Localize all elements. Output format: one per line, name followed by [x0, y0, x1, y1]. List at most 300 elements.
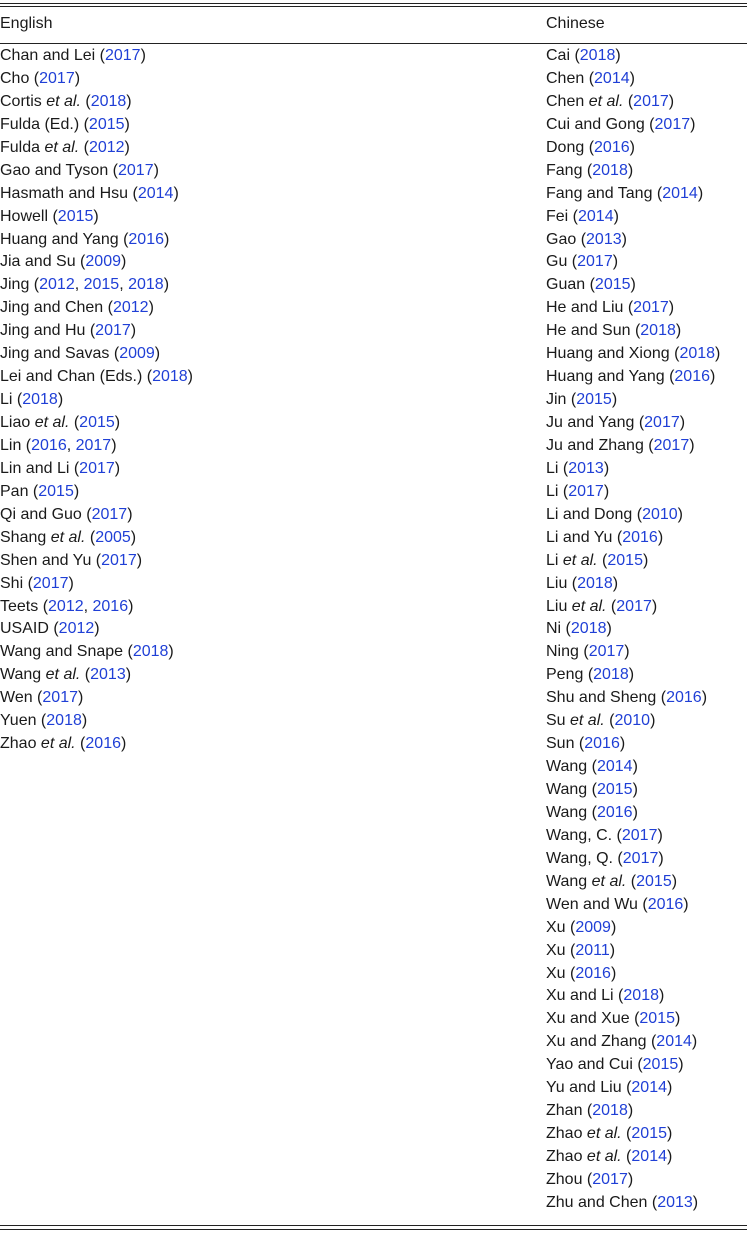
author-text: )	[126, 92, 132, 110]
author-text: )	[610, 964, 617, 982]
author-text: Shu and Sheng (	[546, 689, 667, 707]
reference-row	[0, 297, 193, 320]
author-text: ,	[74, 276, 84, 294]
reference-row	[546, 504, 720, 527]
citation-year-link[interactable]: 2018	[640, 322, 676, 340]
author-text: Shen and Yu (	[0, 551, 102, 569]
citation-year-link[interactable]: 2018	[679, 345, 716, 363]
citation-year-link[interactable]: 2018	[46, 712, 82, 730]
citation-year-link[interactable]: 2017	[633, 299, 669, 317]
header-rule	[0, 43, 747, 44]
author-text: )	[632, 781, 638, 798]
author-text: Cui and Gong (	[546, 115, 655, 133]
author-text: Xu (	[546, 964, 576, 982]
author-text: Xu and Zhang (	[546, 1033, 657, 1051]
citation-year-link[interactable]: 2018	[592, 161, 628, 179]
author-text: )	[666, 1148, 673, 1165]
citation-year-link[interactable]: 2011	[575, 941, 610, 959]
citation-year-link[interactable]: 2016	[666, 689, 702, 707]
author-text: (	[79, 138, 89, 156]
author-text: )	[136, 551, 143, 569]
citation-year-link[interactable]: 2017	[654, 115, 691, 133]
author-text: Guan (	[546, 276, 595, 294]
citation-year-link[interactable]: 2017	[568, 482, 604, 500]
author-text: )	[678, 1056, 684, 1074]
citation-year-link[interactable]: 2017	[622, 849, 659, 867]
citation-year-link[interactable]: 2017	[79, 459, 115, 477]
reference-row	[546, 458, 720, 481]
author-text: )	[683, 895, 689, 913]
author-text: )	[658, 849, 664, 867]
author-text: Yu and Liu (	[546, 1079, 632, 1097]
citation-year-link[interactable]: 2015	[594, 276, 631, 294]
citation-year-link[interactable]: 2013	[586, 230, 622, 248]
et-al-text: et al.	[34, 414, 70, 431]
citation-year-link[interactable]: 2015	[607, 551, 643, 569]
et-al-text: et al.	[571, 597, 607, 615]
author-text: )	[154, 345, 161, 363]
citation-year-link[interactable]: 2016	[647, 895, 684, 913]
author-text: Howell (	[0, 207, 58, 225]
reference-row	[546, 985, 720, 1008]
author-text: Xu and Li (	[546, 987, 624, 1005]
reference-row	[0, 550, 193, 573]
reference-row	[546, 229, 720, 252]
author-text: Jing and Chen (	[0, 299, 113, 317]
reference-row	[0, 412, 193, 435]
reference-row	[0, 596, 193, 619]
et-al-text: et al.	[588, 92, 624, 110]
author-text: Zhou (	[546, 1170, 593, 1188]
reference-row	[0, 206, 193, 229]
reference-row	[546, 114, 720, 137]
citation-year-link[interactable]: 2017	[95, 322, 131, 340]
citation-year-link[interactable]: 2016	[596, 803, 633, 821]
author-text: Wang, Q. (	[546, 849, 623, 867]
citation-year-link[interactable]: 2016	[594, 138, 630, 156]
citation-year-link[interactable]: 2017	[39, 69, 75, 87]
reference-row	[0, 481, 193, 504]
citation-year-link[interactable]: 2010	[614, 712, 651, 730]
reference-row	[0, 618, 193, 641]
citation-year-link[interactable]: 2018	[623, 987, 659, 1005]
citation-year-link[interactable]: 2018	[152, 368, 188, 386]
citation-year-link[interactable]: 2014	[631, 1079, 667, 1097]
citation-year-link[interactable]: 2015	[596, 781, 633, 798]
citation-year-link[interactable]: 2012	[88, 138, 125, 156]
citation-year-link[interactable]: 2017	[577, 253, 613, 271]
author-text: )	[612, 253, 619, 271]
author-text: Xu and Xue (	[546, 1010, 640, 1028]
citation-year-link[interactable]: 2017	[42, 689, 78, 707]
citation-year-link[interactable]: 2017	[592, 1170, 628, 1188]
author-text: Li and Dong (	[546, 505, 643, 523]
author-text: )	[675, 322, 682, 340]
author-text: )	[57, 391, 64, 409]
author-text: Liu	[546, 597, 572, 615]
reference-row	[546, 848, 720, 871]
author-text: )	[68, 574, 74, 592]
author-text: )	[610, 918, 617, 936]
reference-row	[0, 573, 193, 596]
author-text: Wang	[0, 666, 46, 684]
author-text: Xu (	[546, 941, 576, 959]
author-text: Fang (	[546, 161, 593, 179]
citation-year-link[interactable]: 2013	[568, 459, 604, 477]
reference-row	[0, 733, 193, 756]
author-text: Yao and Cui (	[546, 1056, 643, 1074]
citation-year-link[interactable]: 2017	[588, 643, 625, 661]
author-text: Fulda	[0, 138, 45, 156]
reference-row	[546, 710, 720, 733]
author-text: Wang, C. (	[546, 826, 622, 844]
author-text: )	[668, 92, 675, 110]
reference-row	[546, 412, 720, 435]
author-text: Wang	[546, 872, 592, 890]
author-text: Chen	[546, 92, 589, 110]
author-text: )	[94, 620, 100, 638]
citation-year-link[interactable]: 2017	[32, 574, 69, 592]
citation-year-link[interactable]: 2015	[83, 276, 120, 294]
author-text: USAID (	[0, 620, 59, 638]
author-text: Pan (	[0, 482, 39, 500]
citation-year-link[interactable]: 2017	[101, 551, 137, 569]
reference-row	[0, 527, 193, 550]
author-text: Li (	[546, 459, 569, 477]
citation-year-link[interactable]: 2017	[118, 161, 154, 179]
author-text: Jia and Su (	[0, 253, 86, 271]
citation-year-link[interactable]: 2018	[577, 574, 613, 592]
author-text: Fei (	[546, 207, 578, 225]
author-text: )	[125, 666, 132, 684]
author-text: )	[140, 47, 146, 64]
author-text: Gao (	[546, 230, 587, 248]
citation-year-link[interactable]: 2015	[88, 115, 125, 133]
reference-row	[546, 733, 720, 756]
reference-row	[546, 91, 720, 114]
author-text: )	[650, 712, 656, 730]
author-text: (	[626, 872, 637, 890]
reference-row	[0, 389, 193, 412]
author-text: He and Liu (	[546, 299, 634, 317]
reference-row	[0, 229, 193, 252]
reference-row	[546, 1077, 720, 1100]
author-text: Peng (	[546, 666, 594, 684]
author-text: )	[606, 620, 612, 638]
author-text: He and Sun (	[546, 322, 641, 340]
author-text: Zhao	[0, 735, 41, 753]
author-text: )	[124, 115, 130, 133]
author-text: Wen (	[0, 689, 43, 707]
bottom-rule-outer	[0, 1229, 747, 1230]
citation-year-link[interactable]: 2018	[592, 1102, 628, 1120]
author-text: Qi and Guo (	[0, 505, 92, 523]
citation-year-link[interactable]: 2018	[90, 92, 127, 110]
reference-row	[0, 504, 193, 527]
reference-row	[546, 160, 720, 183]
reference-row	[546, 917, 720, 940]
author-text: Wang (	[546, 781, 597, 798]
citation-year-link[interactable]: 2005	[95, 528, 131, 546]
author-text: (	[623, 92, 634, 110]
reference-row	[546, 963, 720, 986]
reference-row	[546, 1146, 720, 1169]
citation-year-link[interactable]: 2015	[642, 1056, 679, 1074]
author-text: (	[85, 528, 96, 546]
author-text: ,	[119, 276, 129, 294]
author-text: Ju and Yang (	[546, 414, 645, 431]
top-rule-inner	[0, 6, 747, 7]
author-text: )	[93, 207, 99, 225]
citation-year-link[interactable]: 2015	[57, 207, 94, 225]
author-text: Zhao	[546, 1148, 587, 1165]
author-text: )	[627, 161, 634, 179]
author-text: Jing (	[0, 276, 40, 294]
author-text: )	[74, 69, 81, 87]
author-text: )	[111, 436, 117, 454]
author-text: )	[689, 436, 695, 454]
reference-row	[546, 1169, 720, 1192]
citation-year-link[interactable]: 2018	[128, 276, 164, 294]
author-text: )	[701, 689, 708, 707]
author-text: (	[80, 666, 91, 684]
citation-year-link[interactable]: 2016	[674, 368, 710, 386]
citation-year-link[interactable]: 2016	[85, 735, 121, 753]
citation-year-link[interactable]: 2018	[132, 643, 169, 661]
reference-row	[0, 320, 193, 343]
citation-year-link[interactable]: 2014	[662, 184, 698, 202]
citation-year-link[interactable]: 2018	[570, 620, 607, 638]
reference-row	[546, 894, 720, 917]
citation-year-link[interactable]: 2018	[579, 47, 616, 64]
chinese-reference-list	[546, 45, 720, 1215]
reference-row	[0, 710, 193, 733]
et-al-text: et al.	[45, 666, 81, 684]
reference-row	[546, 1100, 720, 1123]
author-text: )	[677, 505, 683, 523]
citation-year-link[interactable]: 2016	[622, 528, 658, 546]
author-text: )	[77, 689, 84, 707]
citation-year-link[interactable]: 2012	[112, 299, 149, 317]
author-text: )	[603, 459, 610, 477]
citation-year-link[interactable]: 2016	[128, 230, 164, 248]
citation-year-link[interactable]: 2014	[578, 207, 614, 225]
reference-row	[546, 573, 720, 596]
author-text: )	[120, 253, 127, 271]
author-text: )	[130, 322, 137, 340]
author-text: )	[613, 207, 619, 225]
reference-row	[546, 940, 720, 963]
citation-year-link[interactable]: 2009	[119, 345, 155, 363]
author-text: Sun (	[546, 735, 585, 753]
citation-year-link[interactable]: 2016	[31, 436, 67, 454]
citation-year-link[interactable]: 2015	[631, 1125, 667, 1143]
reference-row	[546, 1031, 720, 1054]
author-text: ,	[83, 597, 93, 615]
citation-year-link[interactable]: 2017	[75, 436, 112, 454]
reference-row	[546, 366, 720, 389]
citation-year-link[interactable]: 2014	[656, 1033, 692, 1051]
author-text: )	[657, 528, 664, 546]
reference-row	[546, 1123, 720, 1146]
author-text: )	[114, 459, 121, 477]
citation-year-link[interactable]: 2010	[642, 505, 678, 523]
author-text: Shang	[0, 528, 51, 546]
author-text: )	[73, 482, 80, 500]
reference-row	[0, 458, 193, 481]
author-text: )	[148, 299, 154, 317]
reference-row	[0, 687, 193, 710]
citation-year-link[interactable]: 2013	[657, 1193, 693, 1211]
reference-row	[0, 274, 193, 297]
author-text: )	[603, 482, 610, 500]
author-text: Jing and Savas (	[0, 345, 120, 363]
reference-row	[546, 825, 720, 848]
author-text: )	[124, 138, 130, 156]
reference-row	[546, 527, 720, 550]
reference-row	[0, 251, 193, 274]
reference-row	[0, 45, 193, 68]
author-text: )	[611, 391, 618, 409]
reference-row	[546, 779, 720, 802]
citation-year-link[interactable]: 2017	[621, 826, 658, 844]
citation-year-link[interactable]: 2012	[58, 620, 95, 638]
author-text: )	[168, 643, 174, 661]
author-text: Wen and Wu (	[546, 895, 648, 913]
author-text: Wang (	[546, 758, 597, 776]
reference-row	[0, 68, 193, 91]
author-text: Cortis	[0, 92, 47, 110]
author-text: Li (	[546, 482, 569, 500]
author-text: Dong (	[546, 138, 595, 156]
citation-year-link[interactable]: 2014	[594, 69, 630, 87]
citation-year-link[interactable]: 2015	[79, 414, 115, 431]
citation-year-link[interactable]: 2017	[644, 414, 680, 431]
et-al-text: et al.	[50, 528, 86, 546]
author-text: Ning (	[546, 643, 589, 661]
author-text: )	[667, 1079, 673, 1097]
citation-year-link[interactable]: 2015	[576, 391, 612, 409]
reference-row	[0, 91, 193, 114]
citation-year-link[interactable]: 2018	[22, 391, 58, 409]
english-reference-list	[0, 45, 193, 756]
author-text: )	[120, 735, 127, 753]
reference-row	[0, 114, 193, 137]
author-text: (	[75, 735, 86, 753]
reference-row	[546, 137, 720, 160]
author-text: )	[671, 872, 678, 890]
reference-row	[546, 68, 720, 91]
reference-row	[546, 687, 720, 710]
citation-year-link[interactable]: 2014	[596, 758, 633, 776]
reference-row	[546, 297, 720, 320]
citation-year-link[interactable]: 2017	[104, 47, 141, 64]
author-text: (	[597, 551, 608, 569]
author-text: (	[621, 1125, 632, 1143]
author-text: )	[691, 1033, 698, 1051]
author-text: Huang and Yang (	[546, 368, 675, 386]
english-header: English	[0, 15, 53, 32]
author-text: )	[114, 414, 121, 431]
author-text: )	[127, 505, 133, 523]
citation-year-link[interactable]: 2015	[636, 872, 672, 890]
citation-year-link[interactable]: 2009	[575, 918, 611, 936]
reference-row	[546, 618, 720, 641]
citation-year-link[interactable]: 2017	[653, 436, 690, 454]
author-text: )	[627, 1102, 634, 1120]
citation-year-link[interactable]: 2016	[575, 964, 611, 982]
author-text: )	[657, 826, 663, 844]
citation-year-link[interactable]: 2012	[48, 597, 84, 615]
author-text: Yuen (	[0, 712, 47, 730]
citation-year-link[interactable]: 2017	[633, 92, 669, 110]
author-text: Gao and Tyson (	[0, 161, 118, 179]
reference-row	[0, 183, 193, 206]
author-text: Zhu and Chen (	[546, 1193, 658, 1211]
reference-row	[546, 641, 720, 664]
citation-year-link[interactable]: 2012	[39, 276, 75, 294]
author-text: )	[624, 643, 630, 661]
author-text: )	[651, 597, 658, 615]
citation-year-link[interactable]: 2009	[85, 253, 121, 271]
author-text: Lin and Li (	[0, 459, 80, 477]
citation-year-link[interactable]: 2016	[584, 735, 620, 753]
et-al-text: et al.	[586, 1148, 622, 1165]
citation-year-link[interactable]: 2017	[616, 597, 652, 615]
author-text: Chen (	[546, 69, 595, 87]
author-text: Fang and Tang (	[546, 184, 663, 202]
author-text: )	[668, 299, 675, 317]
citation-year-link[interactable]: 2013	[90, 666, 126, 684]
et-al-text: et al.	[586, 1125, 622, 1143]
reference-row	[546, 274, 720, 297]
author-text: Li	[546, 551, 563, 569]
citation-year-link[interactable]: 2017	[91, 505, 128, 523]
reference-row	[0, 343, 193, 366]
author-text: )	[697, 184, 704, 202]
reference-row	[546, 550, 720, 573]
citation-year-link[interactable]: 2018	[593, 666, 629, 684]
citation-year-link[interactable]: 2016	[92, 597, 129, 615]
author-text: )	[692, 1193, 699, 1211]
author-text: (	[604, 712, 615, 730]
author-text: (	[80, 92, 91, 110]
reference-row	[546, 1008, 720, 1031]
author-text: )	[130, 528, 137, 546]
author-text: Cho (	[0, 69, 40, 87]
author-text: Hasmath and Hsu (	[0, 184, 138, 202]
reference-row	[546, 206, 720, 229]
author-text: )	[675, 1010, 681, 1028]
author-text: Teets (	[0, 597, 49, 615]
reference-row	[546, 756, 720, 779]
author-text: )	[629, 138, 635, 156]
citation-year-link[interactable]: 2014	[631, 1148, 667, 1165]
author-text: (	[69, 414, 80, 431]
author-text: )	[629, 69, 635, 87]
author-text: )	[715, 345, 721, 363]
reference-row	[546, 1192, 720, 1215]
author-text: )	[679, 414, 686, 431]
citation-year-link[interactable]: 2015	[639, 1010, 675, 1028]
bottom-rule-inner	[0, 1225, 747, 1226]
author-text: (	[606, 597, 617, 615]
author-text: (	[621, 1148, 632, 1165]
author-text: Lin (	[0, 436, 32, 454]
author-text: )	[690, 115, 696, 133]
citation-year-link[interactable]: 2014	[137, 184, 174, 202]
citation-year-link[interactable]: 2015	[38, 482, 74, 500]
